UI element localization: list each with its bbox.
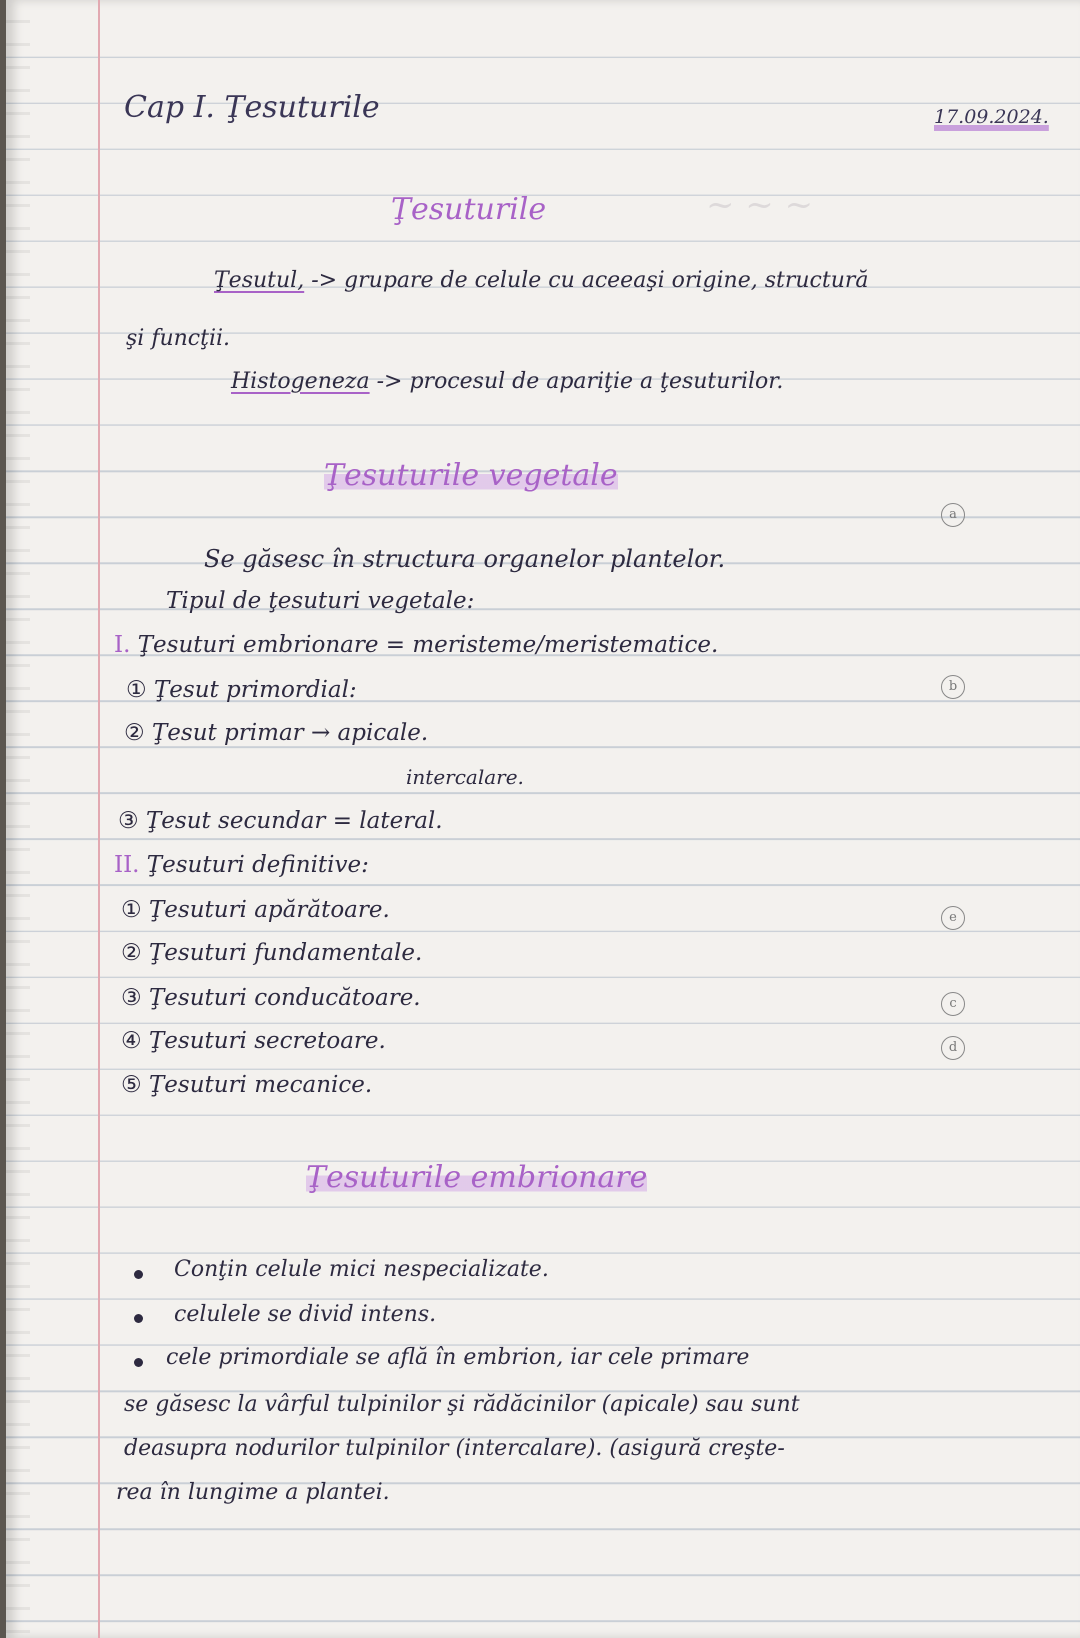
list-item-embrionare xyxy=(114,632,718,658)
paragraph-line: rea în lungime a plantei. xyxy=(116,1480,390,1505)
bullet-text-2: celulele se divid intens. xyxy=(174,1302,437,1327)
list-item-text: Ţesuturi definitive: xyxy=(146,852,369,878)
circled-number: ⑤ xyxy=(121,1072,142,1098)
bleed-through-circle: e xyxy=(941,906,965,930)
list-item-fundamentale xyxy=(121,940,422,966)
circled-number: ① xyxy=(126,677,147,703)
section-title-embrionare: Ţesuturile embrionare xyxy=(306,1160,648,1195)
bleed-through-circle: b xyxy=(941,675,965,699)
roman-numeral-2: II. xyxy=(114,852,140,878)
date: 17.09.2024. xyxy=(934,106,1049,128)
paragraph-line: deasupra nodurilor tulpinilor (intercalare). (asigură creşte- xyxy=(124,1436,785,1461)
list-item-secundar xyxy=(118,808,443,834)
list-item-text: Ţesuturi conducătoare. xyxy=(148,985,421,1011)
list-item-text: Ţesuturi apărătoare. xyxy=(148,897,390,923)
term-histogeneza: Histogeneza xyxy=(231,369,370,394)
bleed-through-circle: d xyxy=(941,1036,965,1060)
list-item-aparatoare xyxy=(121,897,390,923)
circled-number: ② xyxy=(124,720,145,746)
types-heading: Tipul de ţesuturi vegetale: xyxy=(166,588,475,614)
circled-number: ① xyxy=(121,897,142,923)
paragraph-line: se găsesc la vârful tulpinilor şi rădăcinilor (apicale) sau sunt xyxy=(124,1392,800,1417)
bullet-text-1: Conţin celule mici nespecializate. xyxy=(174,1257,549,1282)
bleed-through-circle: c xyxy=(941,992,965,1016)
binding-edge xyxy=(6,0,30,1638)
list-item-conducatoare xyxy=(121,985,421,1011)
margin-line xyxy=(98,0,100,1638)
list-item-text: Ţesut primar → apicale. xyxy=(151,720,429,746)
bullet-dot xyxy=(134,1358,143,1367)
list-item-text: Ţesuturi fundamentale. xyxy=(148,940,423,966)
circled-number: ③ xyxy=(118,808,139,834)
list-item-text: Ţesuturi secretoare. xyxy=(148,1028,386,1054)
list-item-definitive xyxy=(114,852,369,878)
definition-continuation: şi funcţii. xyxy=(126,326,231,351)
list-item-mecanice xyxy=(121,1072,372,1098)
circled-number: ③ xyxy=(121,985,142,1011)
list-item-primordial xyxy=(126,677,357,703)
section-title-vegetale: Ţesuturile vegetale xyxy=(324,458,618,493)
list-item-text: Ţesuturi mecanice. xyxy=(148,1072,373,1098)
list-item-text: Ţesut primordial: xyxy=(153,677,357,703)
section-title-tesuturile: Ţesuturile xyxy=(391,192,547,227)
list-item-text: Ţesut secundar = lateral. xyxy=(145,808,443,834)
bullet-text-3: cele primordiale se află în embrion, iar cele primare xyxy=(166,1345,750,1370)
term-tesutul: Ţesutul, xyxy=(214,268,305,293)
bullet-dot xyxy=(134,1270,143,1279)
circled-number: ④ xyxy=(121,1028,142,1054)
notebook-page xyxy=(6,0,1080,1638)
bleed-through-circle: a xyxy=(941,503,965,527)
histogeneza-text: -> procesul de apariţie a ţesuturilor. xyxy=(369,369,784,394)
chapter-title: Cap I. Ţesuturile xyxy=(124,90,380,125)
definition-text: -> grupare de celule cu aceeaşi origine, structură xyxy=(304,268,869,293)
circled-number: ② xyxy=(121,940,142,966)
list-item-primar xyxy=(124,720,428,746)
definition-line xyxy=(214,268,869,293)
histogeneza-line xyxy=(231,369,783,394)
list-item-secretoare xyxy=(121,1028,386,1054)
bullet-dot xyxy=(134,1314,143,1323)
bleed-through-mark: ~ ~ ~ xyxy=(706,185,814,225)
list-item-intercalare: intercalare. xyxy=(406,765,524,789)
roman-numeral-1: I. xyxy=(114,632,131,658)
list-item-text: Ţesuturi embrionare = meristeme/meristematice. xyxy=(137,632,719,658)
intro-line: Se găsesc în structura organelor plantelor. xyxy=(204,545,726,573)
